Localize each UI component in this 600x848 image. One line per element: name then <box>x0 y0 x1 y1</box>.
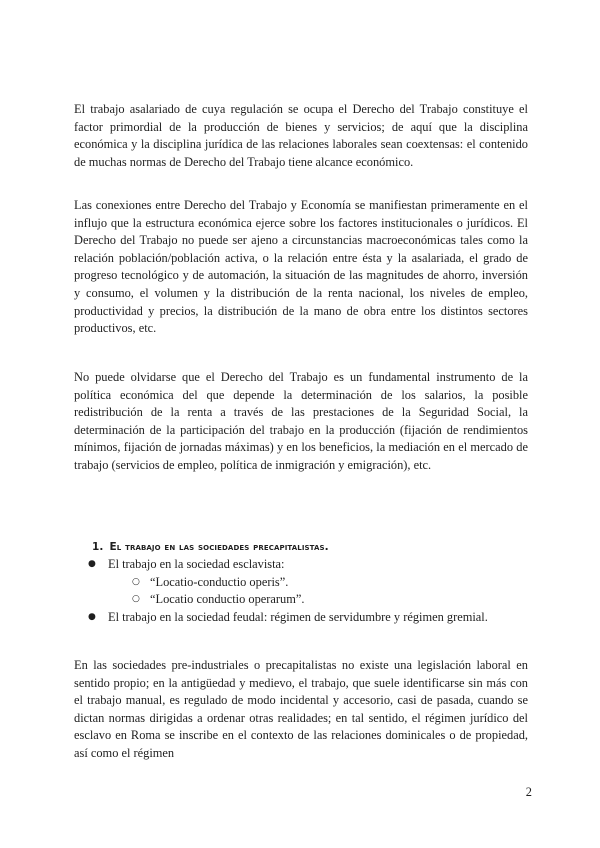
sub-list-item-text: “Locatio-conductio operis”. <box>150 575 289 589</box>
paragraph-economic-policy: No puede olvidarse que el Derecho del Trabajo es un fundamental instrumento de la política económica del que depende la determinación de los salarios, la posible redistribución de la renta a través de las prestaciones de la Seguridad Social, la determinación de la participación del trabajo en la producción (fijación de rendimientos mínimos, fijación de jornadas máximas) y en los beneficios, la mediación en el mercado de trabajo (servicios de empleo, política de inmigración y emigración), etc. <box>74 370 528 472</box>
section-heading <box>92 541 329 553</box>
paragraph-preindustrial: En las sociedades pre-industriales o precapitalistas no existe una legislación laboral en sentido propio; en la antigüedad y medievo, el trabajo, que suele identificarse sin más con el trabajo manual, es regulado de modo incidental y accesorio, casi de pasada, cuando se dictan normas dirigidas a ordenar otras realidades; en tal sentido, el régimen jurídico del esclavo en Roma se inscribe en el contexto de las relaciones dominicales o de propiedad, así como el régimen <box>74 658 528 760</box>
paragraph-connections: Las conexiones entre Derecho del Trabajo y Economía se manifiestan primeramente en el influjo que la estructura económica ejerce sobre los factores institucionales o jurídicos. El Derecho del Trabajo no puede ser ajeno a circunstancias macroeconómicas tales como la relación población/población activa, o la relación entre ésta y la asalariada, el grado de progreso tecnológico y de automación, la situación de las magnitudes de ahorro, inversión y consumo, el volumen y la distribución de la renta nacional, los niveles de empleo, productividad y precios, la distribución de la mano de obra entre los distintos sectores productivos, etc. <box>74 198 528 336</box>
bullet-icon: ● <box>88 559 96 569</box>
section-number: 1. <box>92 541 104 553</box>
section-title: El trabajo en las sociedades precapitalistas. <box>109 541 329 553</box>
circle-bullet-icon: ○ <box>132 577 140 587</box>
paragraph-intro: El trabajo asalariado de cuya regulación se ocupa el Derecho del Trabajo constituye el factor primordial de la producción de bienes y servicios; de aquí que la disciplina económica y la disciplina jurídica de las relaciones laborales sean coextensas: el contenido de muchas normas de Derecho del Trabajo tiene alcance económico. <box>74 102 528 169</box>
sub-list-item-text: “Locatio conductio operarum”. <box>150 592 305 606</box>
bullet-icon: ● <box>88 612 96 622</box>
circle-bullet-icon: ○ <box>132 594 140 604</box>
list-item-text: El trabajo en la sociedad feudal: régimen de servidumbre y régimen gremial. <box>108 610 488 624</box>
list-item-text: El trabajo en la sociedad esclavista: <box>108 557 285 571</box>
page-number: 2 <box>525 785 532 799</box>
